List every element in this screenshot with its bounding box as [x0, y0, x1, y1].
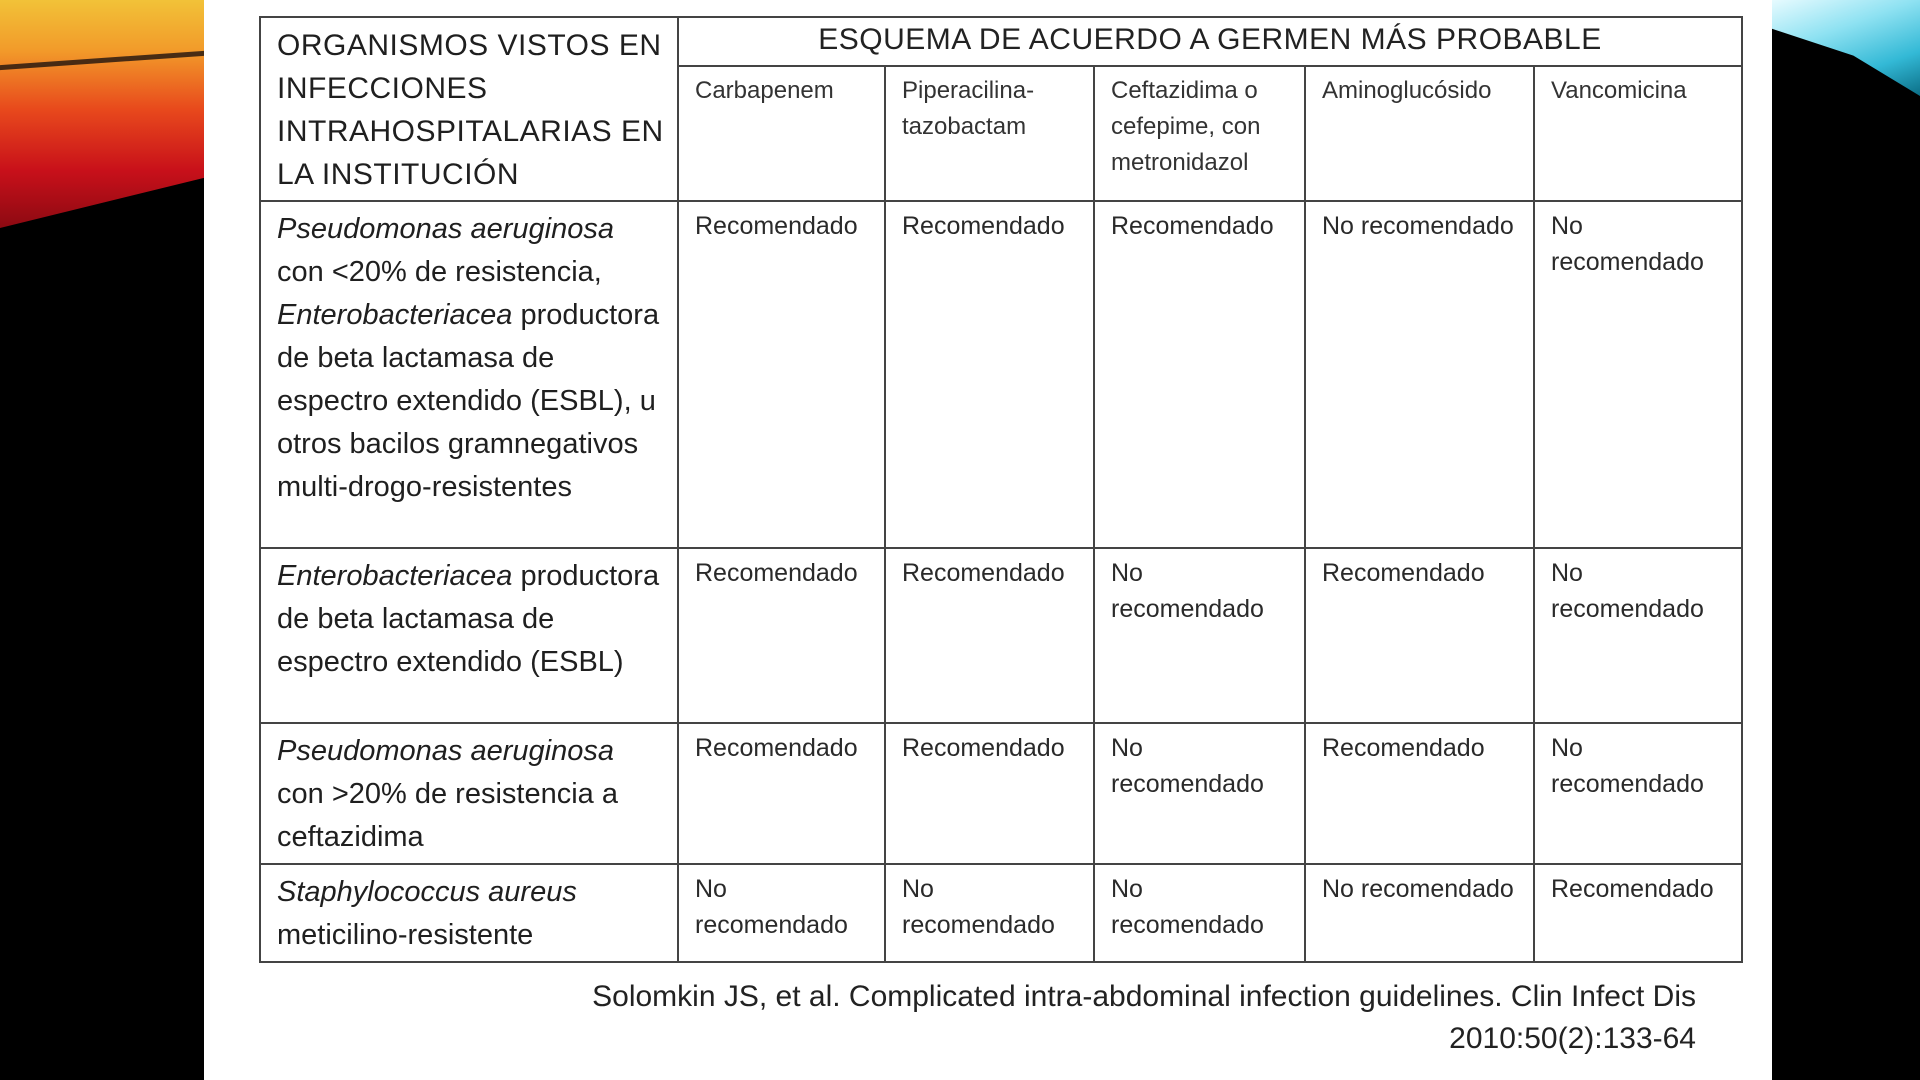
- organism-cell: [260, 864, 678, 962]
- recommendation-cell: No recomendado: [1534, 548, 1742, 723]
- recommendation-cell: Recomendado: [885, 548, 1094, 723]
- citation: [396, 976, 1696, 1060]
- citation-line: Solomkin JS, et al. Complicated intra-abdominal infection guidelines. Clin Infect Dis: [592, 980, 1696, 1013]
- drug-header: Carbapenem: [678, 66, 885, 201]
- drug-header: Vancomicina: [1534, 66, 1742, 201]
- recommendation-cell: No recomendado: [1094, 723, 1305, 864]
- recommendation-cell: No recomendado: [1094, 864, 1305, 962]
- table-row: [260, 723, 1742, 864]
- organism-detail: meticilino-resistente: [277, 919, 534, 951]
- organism-detail: productora de beta lactamasa de espectro extendido (ESBL): [277, 560, 660, 678]
- table-row: [260, 201, 1742, 548]
- recommendation-cell: No recomendado: [1534, 723, 1742, 864]
- organisms-header: ORGANISMOS VISTOS EN INFECCIONES INTRAHOSPITALARIAS EN LA INSTITUCIÓN: [260, 17, 678, 201]
- table-row: [260, 864, 1742, 962]
- recommendation-cell: Recomendado: [678, 548, 885, 723]
- recommendation-cell: Recomendado: [1094, 201, 1305, 548]
- recommendation-cell: Recomendado: [678, 201, 885, 548]
- organism-name: Pseudomonas aeruginosa: [277, 213, 614, 245]
- recommendation-cell: No recomendado: [678, 864, 885, 962]
- recommendation-cell: Recomendado: [1305, 723, 1534, 864]
- recommendation-cell: Recomendado: [678, 723, 885, 864]
- recommendation-cell: No recomendado: [1305, 864, 1534, 962]
- organism-detail: con <20% de resistencia,: [277, 256, 602, 288]
- recommendation-cell: No recomendado: [1534, 201, 1742, 548]
- organism-cell: [260, 201, 678, 548]
- organism-cell: [260, 723, 678, 864]
- organism-cell: [260, 548, 678, 723]
- recommendation-cell: Recomendado: [1534, 864, 1742, 962]
- organism-detail: productora de beta lactamasa de espectro extendido (ESBL), u otros bacilos gramnegativos multi-drogo-resistentes: [277, 299, 660, 503]
- recommendation-cell: No recomendado: [1094, 548, 1305, 723]
- recommendation-cell: Recomendado: [885, 723, 1094, 864]
- table-row: [260, 548, 1742, 723]
- organism-name: Enterobacteriacea: [277, 560, 513, 592]
- citation-line: 2010:50(2):133-64: [1449, 1022, 1696, 1055]
- scheme-header: ESQUEMA DE ACUERDO A GERMEN MÁS PROBABLE: [678, 17, 1742, 66]
- drug-header: Ceftazidima o cefepime, con metronidazol: [1094, 66, 1305, 201]
- antibiotic-scheme-table: [259, 16, 1743, 963]
- table-header-row: [260, 17, 1742, 66]
- slide: [204, 0, 1772, 1080]
- drug-header: Piperacilina-tazobactam: [885, 66, 1094, 201]
- recommendation-cell: No recomendado: [885, 864, 1094, 962]
- decorative-ribbon-right: [1772, 0, 1920, 96]
- recommendation-cell: Recomendado: [1305, 548, 1534, 723]
- decorative-ribbon-left: [0, 0, 204, 228]
- recommendation-cell: No recomendado: [1305, 201, 1534, 548]
- recommendation-cell: Recomendado: [885, 201, 1094, 548]
- organism-name: Staphylococcus aureus: [277, 876, 577, 908]
- organism-name: Pseudomonas aeruginosa: [277, 735, 614, 767]
- organism-detail: con >20% de resistencia a ceftazidima: [277, 778, 618, 853]
- organism-name: Enterobacteriacea: [277, 299, 513, 331]
- drug-header: Aminoglucósido: [1305, 66, 1534, 201]
